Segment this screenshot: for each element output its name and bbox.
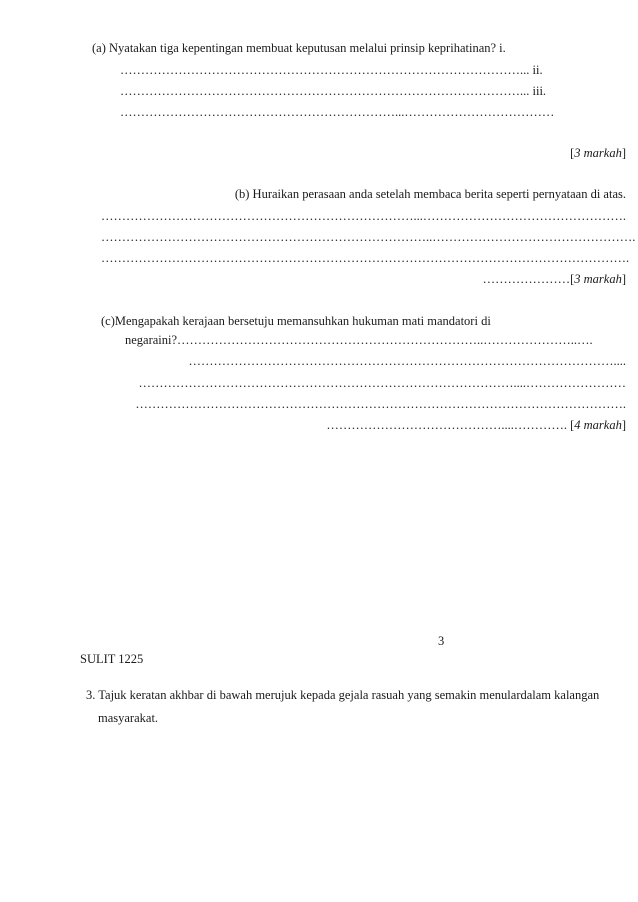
question-a-text: (a) Nyatakan tiga kepentingan membuat keputusan melalui prinsip keprihatinan? i. [92, 41, 506, 55]
page-header: SULIT 1225 [80, 652, 144, 666]
answer-line-a-2: ……………………………………………………………………………………... iii. [120, 84, 547, 98]
answer-line-c-1: ………………………………………………………………………………………….... [188, 354, 626, 368]
marks-a: [3 markah] [570, 146, 626, 160]
page-number: 3 [438, 634, 445, 648]
answer-line-a-3: …………………………………………………………...……………………………… [120, 105, 555, 119]
question-b-text: (b) Huraikan perasaan anda setelah membaca berita seperti pernyataan di atas. [234, 187, 626, 201]
answer-line-c-2: ………………………………………………………………………………....…………………… [138, 376, 626, 390]
answer-line-b-1: …………………………………………………………………...…………………………………………. [101, 209, 626, 223]
question-3-text-line1: 3. Tajuk keratan akhbar di bawah merujuk kepada gejala rasuah yang semakin menulardalam kalangan [86, 688, 600, 702]
answer-line-c-3: ………………………………………………………………………………………………………. [135, 397, 626, 411]
marks-b: …………………[3 markah] [482, 272, 626, 286]
question-c-text-line2: negaraini?………………………………………………………………..…………………..…. [125, 333, 593, 347]
answer-line-b-2: ……………………………………………………………………..…………………………………………. [101, 230, 636, 244]
question-3-text-line2: masyarakat. [98, 711, 159, 725]
marks-c: ……………………………………....…………. [4 markah] [326, 418, 626, 432]
question-c-text-line1: (c)Mengapakah kerajaan bersetuju memansuhkan hukuman mati mandatori di [101, 314, 491, 328]
answer-line-b-3: ………………………………………………………………………………………………………………. [101, 251, 630, 265]
answer-line-a-1: ……………………………………………………………………………………... ii. [120, 63, 543, 77]
